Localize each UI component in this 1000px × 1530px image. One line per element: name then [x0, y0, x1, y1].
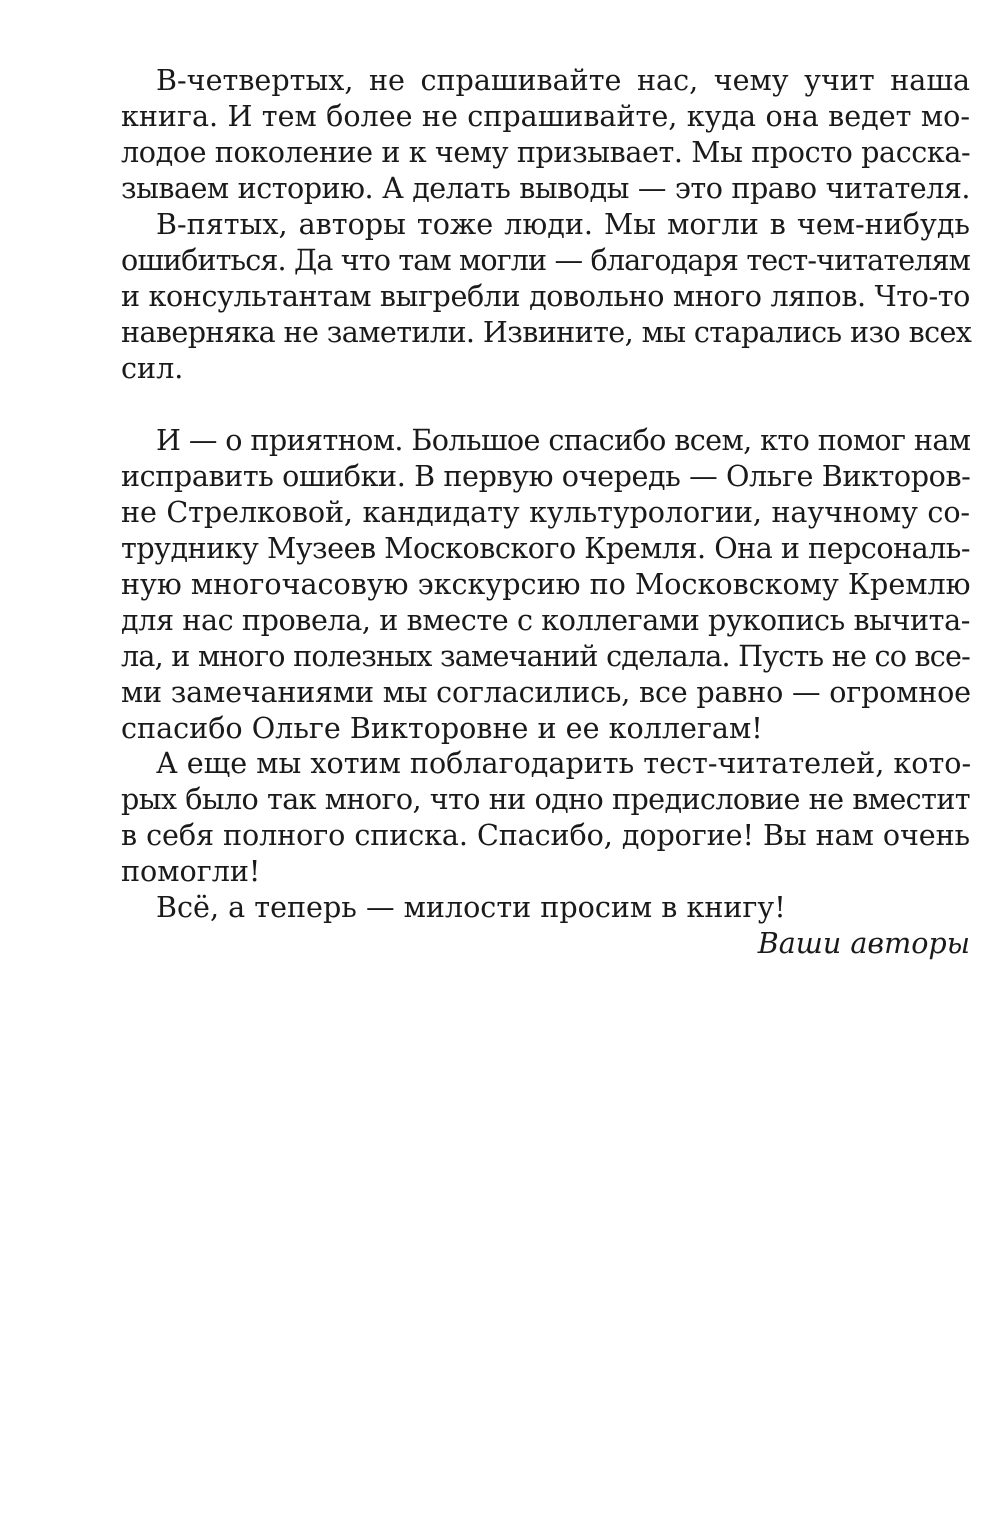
text-line: Всё, а теперь — милости просим в книгу! — [156, 890, 786, 924]
paragraph-fifthly — [121, 206, 970, 386]
text-line: для нас провела, и вместе с коллегами рукопись вычита- — [121, 603, 970, 637]
text-line: помогли! — [121, 854, 261, 888]
text-line: ми замечаниями мы согласились, все равно — огромное — [121, 675, 971, 709]
text-line: рых было так много, что ни одно предисловие не вместит — [121, 782, 970, 816]
text-line: ошибиться. Да что там могли — благодаря тест-читателям — [121, 243, 970, 277]
paragraph-test-readers — [121, 745, 970, 889]
paragraph-fourthly — [121, 62, 970, 206]
text-line: ную многочасовую экскурсию по Московскому Кремлю — [121, 567, 971, 601]
text-line: зываем историю. А делать выводы — это право читателя. — [121, 171, 970, 205]
text-line: сил. — [121, 351, 184, 385]
text-line: В-четвертых, не спрашивайте нас, чему учит наша — [156, 63, 970, 97]
text-line: не Стрелковой, кандидату культурологии, научному со- — [121, 495, 970, 529]
text-line: ла, и много полезных замечаний сделала. Пусть не со все- — [121, 639, 970, 673]
text-line: книга. И тем более не спрашивайте, куда она ведет мо- — [121, 99, 970, 133]
text-line: А еще мы хотим поблагодарить тест-читателей, кото- — [156, 746, 972, 780]
text-line: и консультантам выгребли довольно много ляпов. Что-то — [121, 279, 970, 313]
text-line: исправить ошибки. В первую очередь — Ольге Викторов- — [121, 459, 971, 493]
text-line: в себя полного списка. Спасибо, дорогие! Вы нам очень — [121, 818, 970, 852]
text-line: труднику Музеев Московского Кремля. Она и персональ- — [121, 531, 971, 565]
text-line: лодое поколение и к чему призывает. Мы просто расска- — [121, 135, 971, 169]
paragraph-thanks — [121, 422, 970, 746]
text-line: И — о приятном. Большое спасибо всем, кто помог нам — [156, 423, 971, 457]
text-line: В-пятых, авторы тоже люди. Мы могли в чем-нибудь — [156, 207, 970, 241]
text-line: спасибо Ольге Викторовне и ее коллегам! — [121, 711, 763, 745]
text-line: наверняка не заметили. Извините, мы старались изо всех — [121, 315, 972, 349]
signature: Ваши авторы — [757, 926, 970, 960]
paragraph-closing — [121, 889, 970, 925]
